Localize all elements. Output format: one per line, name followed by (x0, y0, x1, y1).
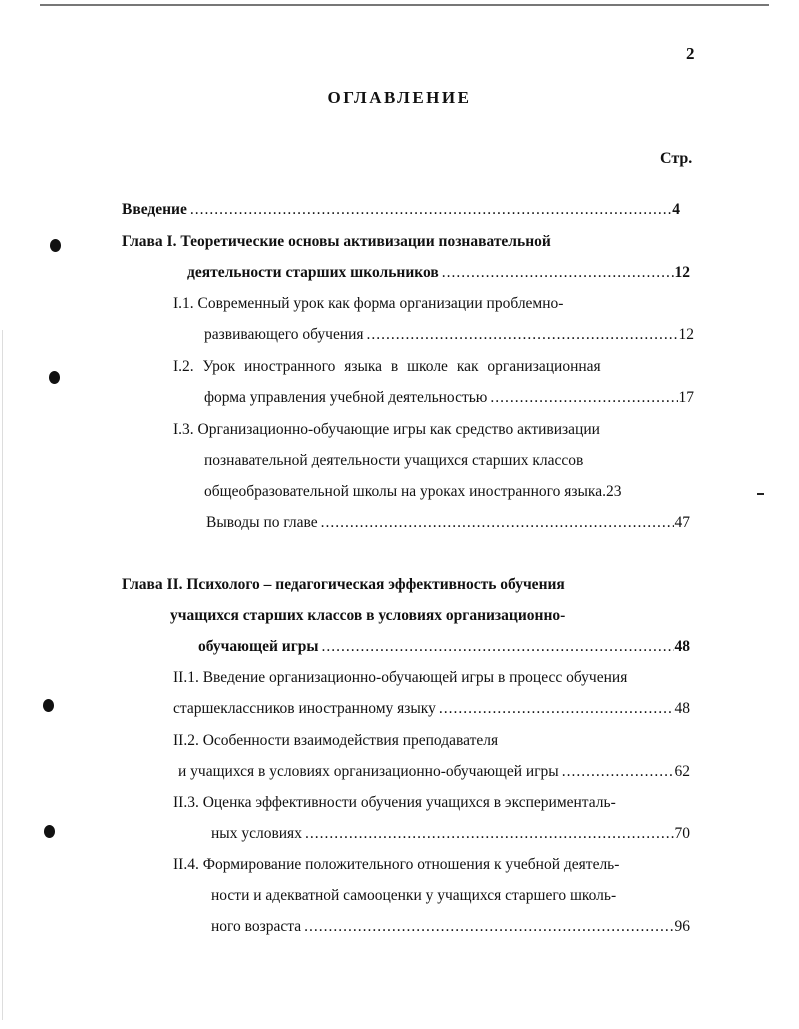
toc-entry-chapter-1 (187, 263, 690, 283)
toc-entry-page: 47 (674, 514, 690, 531)
toc-entry-intro (122, 200, 680, 220)
section-1-1-heading: I.1. Современный урок как форма организации проблемно- (173, 295, 564, 312)
toc-entry-title: деятельности старших школьников (187, 264, 439, 281)
binding-hole-mark (43, 699, 54, 712)
toc-entry-title: Выводы по главе (206, 514, 318, 531)
section-2-1-heading: II.1. Введение организационно-обучающей игры в процесс обучения (173, 669, 628, 686)
dot-leader (442, 263, 674, 283)
dot-leader (562, 762, 674, 782)
dot-leader (321, 637, 673, 657)
section-2-4-line-2: ности и адекватной самооценки у учащихся старшего школь- (211, 887, 617, 904)
toc-entry-title: форма управления учебной деятельностью (204, 389, 488, 406)
toc-entry-section-2-3 (211, 824, 690, 844)
toc-entry-page: 12 (674, 264, 690, 281)
binding-hole-mark (49, 371, 60, 384)
toc-entry-title: развивающего обучения (204, 326, 364, 343)
toc-entry-page: 48 (674, 700, 690, 717)
dot-leader (321, 513, 674, 533)
toc-entry-chapter-2 (198, 637, 690, 657)
toc-entry-title: Введение (122, 201, 187, 218)
dot-leader (367, 325, 678, 345)
toc-entry-section-1-1 (204, 325, 694, 345)
section-1-3-heading: I.3. Организационно-обучающие игры как средство активизации (173, 421, 600, 438)
page-column-label: Стр. (660, 150, 693, 167)
scan-left-edge (2, 330, 3, 1020)
toc-entry-section-1-2 (204, 388, 694, 408)
toc-entry-title: обучающей игры (198, 638, 319, 655)
dot-leader (439, 699, 674, 719)
page-number: 2 (686, 44, 695, 63)
section-2-2-heading: II.2. Особенности взаимодействия преподавателя (173, 732, 499, 749)
toc-entry-title: ных условиях (211, 825, 302, 842)
binding-hole-mark (44, 825, 55, 838)
dot-leader (305, 824, 674, 844)
toc-entry-section-2-4 (211, 917, 690, 937)
dot-leader (304, 917, 673, 937)
chapter-2-heading: Глава II. Психолого – педагогическая эффективность обучения (122, 576, 565, 593)
chapter-1-heading: Глава I. Теоретические основы активизации познавательной (122, 233, 551, 250)
toc-entry-title: и учащихся в условиях организационно-обучающей игры (178, 763, 559, 780)
toc-entry-title: старшеклассников иностранному языку (173, 700, 436, 717)
toc-entry-page: 48 (674, 638, 690, 655)
toc-entry-page: 4 (672, 201, 680, 218)
toc-entry-page: 62 (674, 763, 690, 780)
section-2-4-heading: II.4. Формирование положительного отношения к учебной деятель- (173, 856, 620, 873)
scan-speck (757, 493, 764, 495)
toc-entry-page: 17 (678, 389, 694, 406)
toc-entry-page: .23 (602, 483, 622, 500)
scan-top-edge (40, 4, 769, 6)
toc-entry-section-2-2 (178, 762, 690, 782)
section-1-3-line-2: познавательной деятельности учащихся старших классов (204, 452, 584, 469)
section-2-3-heading: II.3. Оценка эффективности обучения учащихся в эксперименталь- (173, 794, 616, 811)
toc-entry-page: 70 (674, 825, 690, 842)
toc-entry-title: ного возраста (211, 918, 302, 935)
toc-entry-section-2-1 (173, 699, 690, 719)
toc-entry-section-1-3 (204, 482, 690, 502)
chapter-2-line-2: учащихся старших классов в условиях организационно- (170, 607, 566, 624)
toc-entry-conclusions (206, 513, 690, 533)
binding-hole-mark (50, 239, 61, 252)
section-1-2-heading: I.2. Урок иностранного языка в школе как организационная (173, 358, 601, 375)
page-title: ОГЛАВЛЕНИЕ (327, 88, 472, 107)
toc-entry-page: 96 (674, 918, 690, 935)
toc-entry-page: 12 (678, 326, 694, 343)
dot-leader (490, 388, 677, 408)
toc-entry-title: общеобразовательной школы на уроках иностранного языка (204, 483, 603, 500)
dot-leader (190, 200, 671, 220)
